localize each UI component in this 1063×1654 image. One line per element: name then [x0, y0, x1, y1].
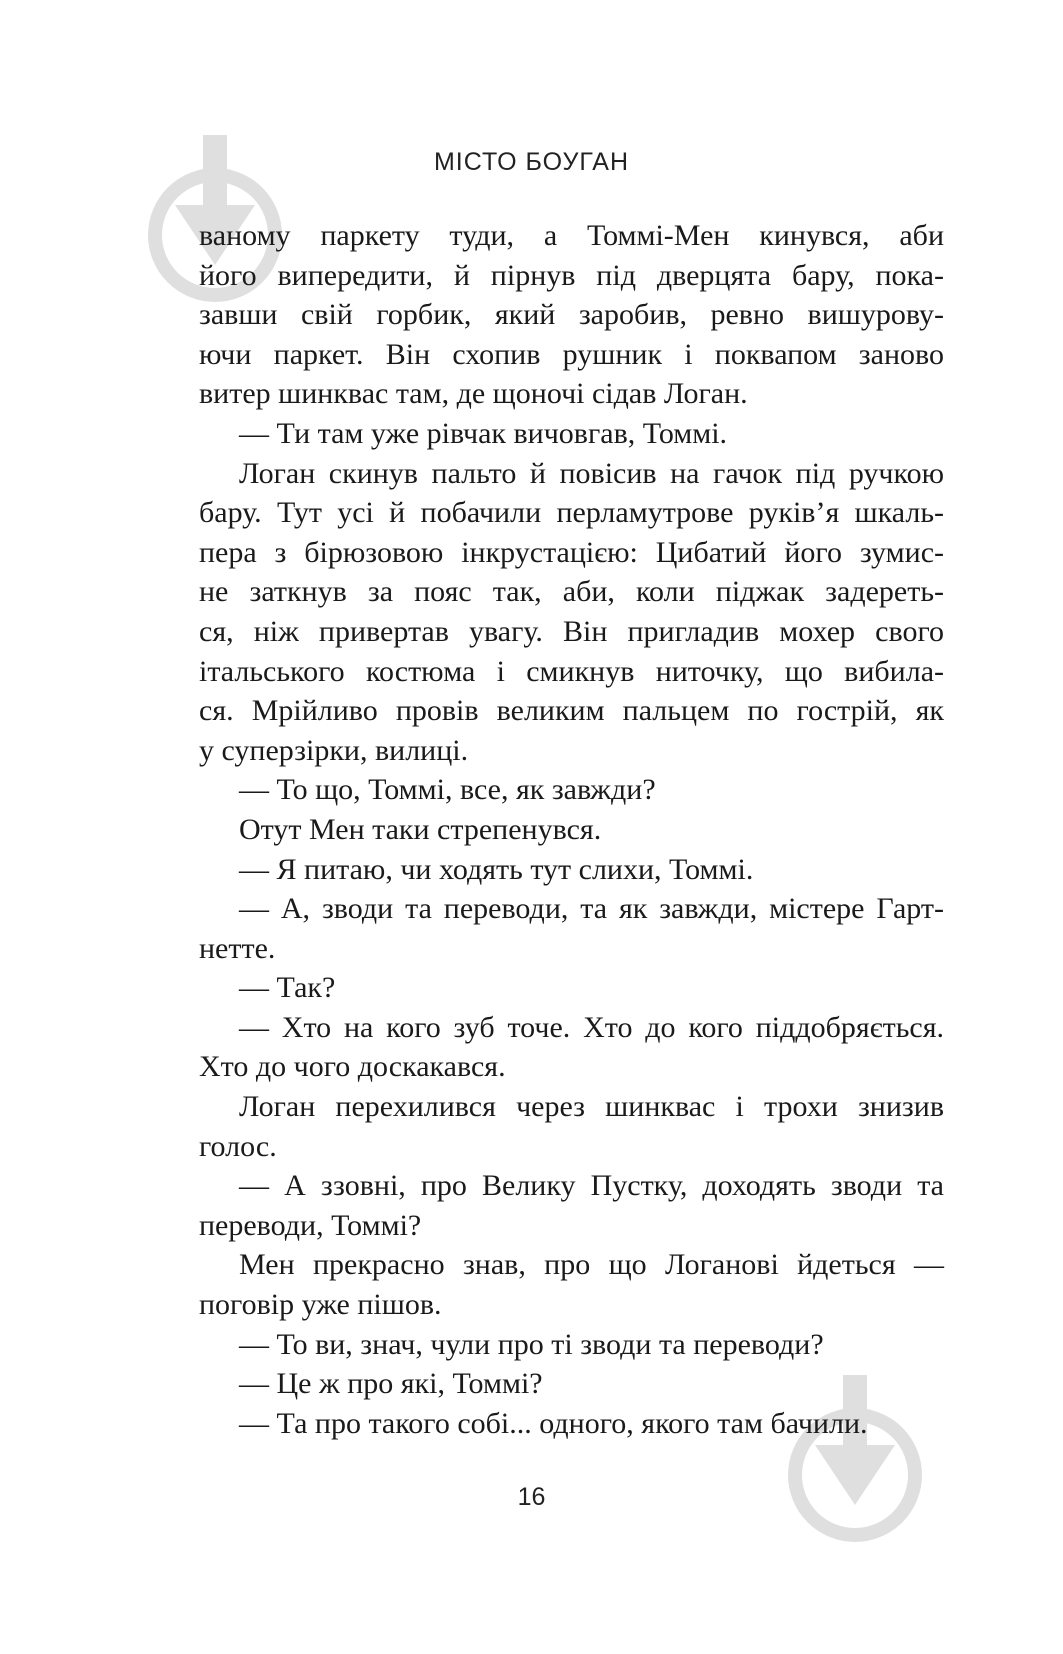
text-line: ся, ніж привертав увагу. Він пригладив мохер свого — [199, 614, 944, 648]
text-line: голос. — [199, 1129, 277, 1163]
text-line: його випередити, й пірнув під дверцята бару, пока- — [199, 258, 944, 292]
text-line: Логан перехилився через шинквас і трохи знизив — [239, 1090, 944, 1124]
text-line: ся. Мрійливо провів великим пальцем по гострій, як — [199, 694, 944, 728]
text-line: — А, зводи та переводи, та як завжди, містере Гарт- — [239, 892, 944, 926]
text-line: — Це ж про які, Томмі? — [239, 1367, 543, 1401]
text-line: завши свій горбик, який заробив, ревно вишурову- — [199, 298, 944, 332]
text-line: Логан скинув пальто й повісив на гачок під ручкою — [239, 456, 944, 490]
text-line: ючи паркет. Він схопив рушник і поквапом заново — [199, 337, 944, 371]
text-line: переводи, Томмі? — [199, 1208, 422, 1242]
text-line: витер шинквас там, де щоночі сідав Логан. — [199, 377, 748, 411]
text-line: — Та про такого собі... одного, якого там бачили. — [239, 1406, 868, 1440]
text-line: не заткнув за пояс так, аби, коли піджак задереть- — [199, 575, 944, 609]
running-header: МІСТО БОУГАН — [433, 148, 630, 176]
text-line: Отут Мен таки стрепенувся. — [239, 812, 602, 846]
page-number: 16 — [517, 1483, 546, 1511]
body-text — [199, 216, 944, 1443]
text-line: Хто до чого доскакався. — [199, 1050, 506, 1084]
text-line: — То ви, знач, чули про ті зводи та переводи? — [239, 1327, 824, 1361]
text-line: — То що, Томмі, все, як завжди? — [239, 773, 656, 807]
text-line: у суперзірки, вилиці. — [199, 733, 469, 767]
text-line: — Так? — [239, 971, 336, 1005]
text-line: пера з бірюзовою інкрустацією: Цибатий його зумис- — [199, 535, 944, 569]
text-line: — Я питаю, чи ходять тут слихи, Томмі. — [239, 852, 754, 886]
text-line: бару. Тут усі й побачили перламутрове руків’я шкаль- — [199, 496, 944, 530]
text-line: поговір уже пішов. — [199, 1288, 442, 1322]
text-line: Мен прекрасно знав, про що Логанові йдеться — — [239, 1248, 944, 1282]
text-line: італьського костюма і смикнув ниточку, що вибила- — [199, 654, 944, 688]
text-line: нетте. — [199, 931, 276, 965]
text-line: — Хто на кого зуб точе. Хто до кого піддобряється. — [239, 1010, 944, 1044]
text-line: — А ззовні, про Велику Пустку, доходять зводи та — [239, 1169, 944, 1203]
text-line: ваному паркету туди, а Томмі-Мен кинувся, аби — [199, 219, 944, 252]
text-line: — Ти там уже рівчак вичовгав, Томмі. — [239, 416, 728, 450]
